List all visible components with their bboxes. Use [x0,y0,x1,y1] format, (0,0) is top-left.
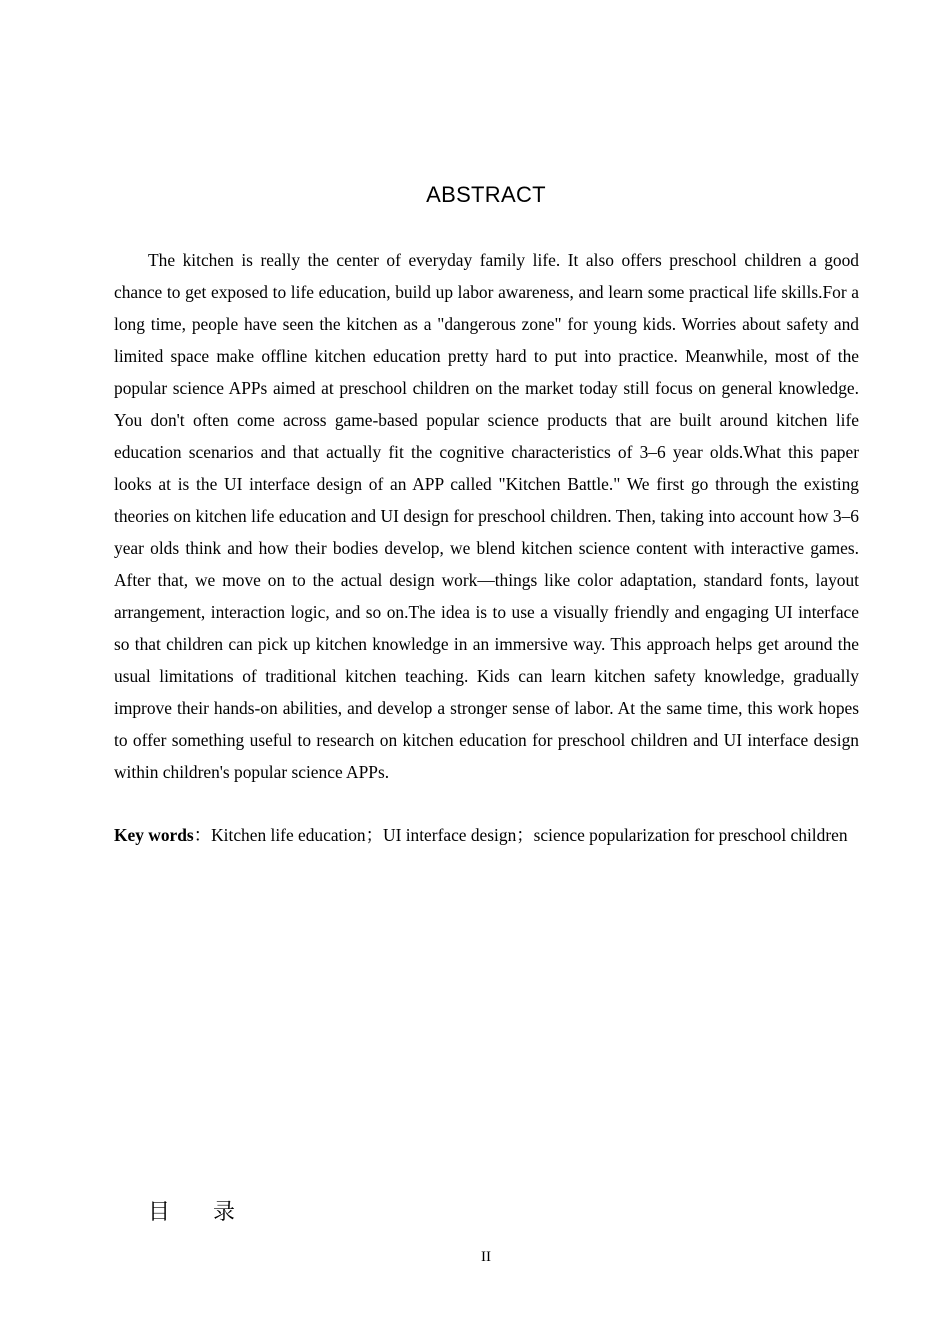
abstract-title: ABSTRACT [426,182,546,207]
page-number: II [481,1249,491,1265]
keywords-text: ：Kitchen life education；UI interface design；science popularization for preschool children [193,825,848,845]
abstract-body: The kitchen is really the center of everyday family life. It also offers preschool children a good chance to get exposed to life education, build up labor awareness, and learn some practical life skills.For a long time, people have seen the kitchen as a "dangerous zone" for young kids. Worries about safety and limited space make offline kitchen education pretty hard to put into practice. Meanwhile, most of the popular science APPs aimed at preschool children on the market today still focus on general knowledge. You don't often come across game-based popular science products that are built around kitchen life education scenarios and that actually fit the cognitive characteristics of 3–6 year olds.What this paper looks at is the UI interface design of an APP called "Kitchen Battle." We first go through the existing theories on kitchen life education and UI design for preschool children. Then, taking into account how 3–6 year olds think and how their bodies develop, we blend kitchen science content with interactive games. After that, we move on to the actual design work—things like color adaptation, standard fonts, layout arrangement, interaction logic, and so on.The idea is to use a visually friendly and engaging UI interface so that children can pick up kitchen knowledge in an immersive way. This approach helps get around the usual limitations of traditional kitchen teaching. Kids can learn kitchen safety knowledge, gradually improve their hands-on abilities, and develop a stronger sense of labor. At the same time, this work hopes to offer something useful to research on kitchen education for preschool children and UI interface design within children's popular science APPs. [114,250,859,782]
keywords-line [114,819,859,851]
toc-heading: 目 录 [148,1200,235,1225]
keywords-label: Key words [114,825,194,845]
